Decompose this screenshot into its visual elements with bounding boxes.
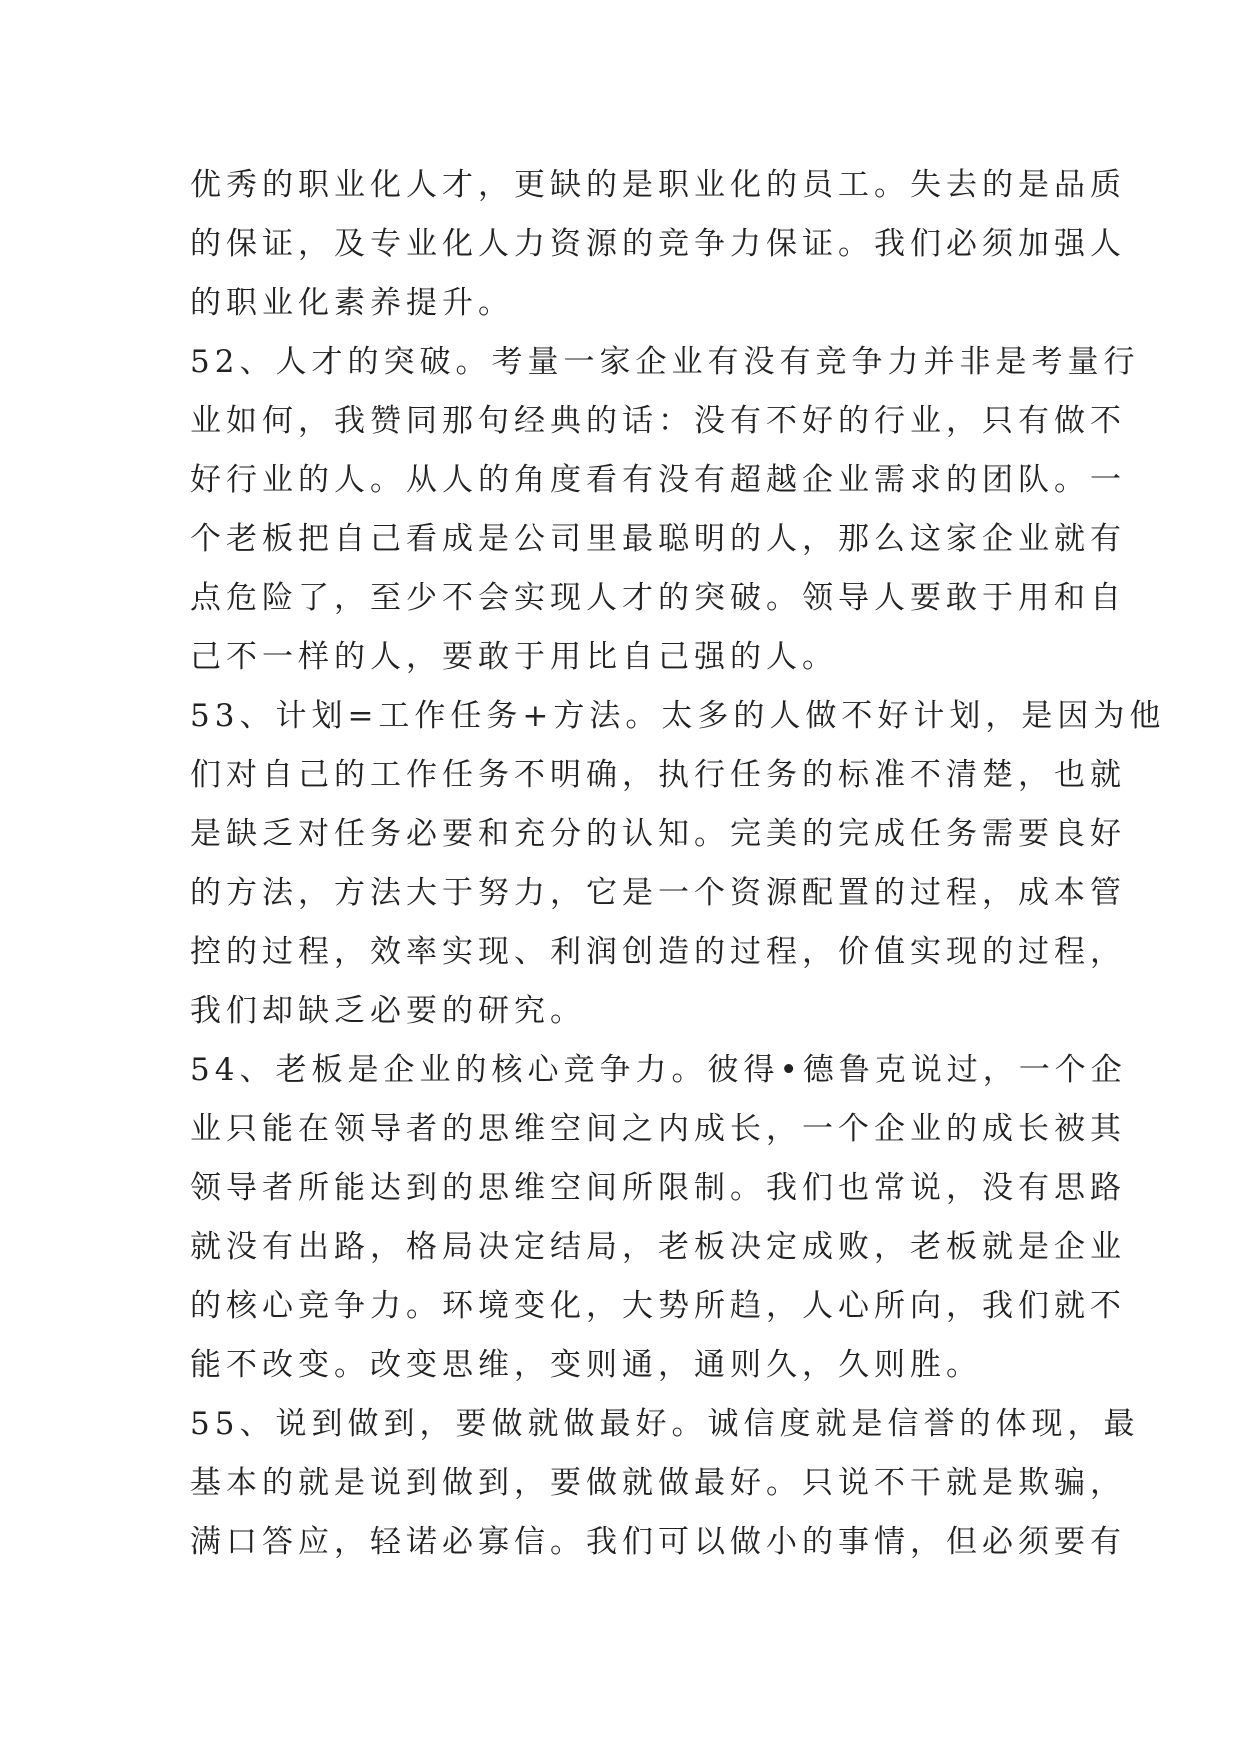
text-line: 优秀的职业化人才，更缺的是职业化的员工。失去的是品质 — [190, 167, 1126, 203]
text-line: 就没有出路，格局决定结局，老板决定成败，老板就是企业 — [190, 1229, 1126, 1265]
text-line: 的职业化素养提升。 — [190, 285, 514, 321]
text-line: 基本的就是说到做到，要做就做最好。只说不干就是欺骗， — [190, 1465, 1126, 1501]
text-line: 52、人才的突破。考量一家企业有没有竞争力并非是考量行 — [190, 344, 1140, 380]
text-line: 们对自己的工作任务不明确，执行任务的标准不清楚，也就 — [190, 757, 1126, 793]
text-line: 54、老板是企业的核心竞争力。彼得•德鲁克说过，一个企 — [190, 1052, 1127, 1088]
text-line: 的保证，及专业化人力资源的竞争力保证。我们必须加强人 — [190, 226, 1126, 262]
text-line: 我们却缺乏必要的研究。 — [190, 993, 586, 1029]
text-line: 领导者所能达到的思维空间所限制。我们也常说，没有思路 — [190, 1170, 1126, 1206]
text-line: 的核心竞争力。环境变化，大势所趋，人心所向，我们就不 — [190, 1288, 1126, 1324]
text-line: 的方法，方法大于努力，它是一个资源配置的过程，成本管 — [190, 875, 1126, 911]
text-line: 点危险了，至少不会实现人才的突破。领导人要敢于用和自 — [190, 580, 1126, 616]
text-line: 满口答应，轻诺必寡信。我们可以做小的事情，但必须要有 — [190, 1524, 1126, 1560]
text-line: 55、说到做到，要做就做最好。诚信度就是信誉的体现，最 — [190, 1406, 1140, 1442]
text-line: 己不一样的人，要敢于用比自己强的人。 — [190, 639, 838, 675]
text-line: 业如何，我赞同那句经典的话：没有不好的行业，只有做不 — [190, 403, 1126, 439]
text-line: 个老板把自己看成是公司里最聪明的人，那么这家企业就有 — [190, 521, 1126, 557]
document-body — [190, 156, 1166, 1572]
text-line: 控的过程，效率实现、利润创造的过程，价值实现的过程， — [190, 934, 1126, 970]
text-line: 53、计划=工作任务+方法。太多的人做不好计划，是因为他 — [190, 698, 1166, 734]
text-line: 能不改变。改变思维，变则通，通则久，久则胜。 — [190, 1347, 982, 1383]
text-line: 业只能在领导者的思维空间之内成长，一个企业的成长被其 — [190, 1111, 1126, 1147]
text-line: 好行业的人。从人的角度看有没有超越企业需求的团队。一 — [190, 462, 1126, 498]
text-line: 是缺乏对任务必要和充分的认知。完美的完成任务需要良好 — [190, 816, 1126, 852]
